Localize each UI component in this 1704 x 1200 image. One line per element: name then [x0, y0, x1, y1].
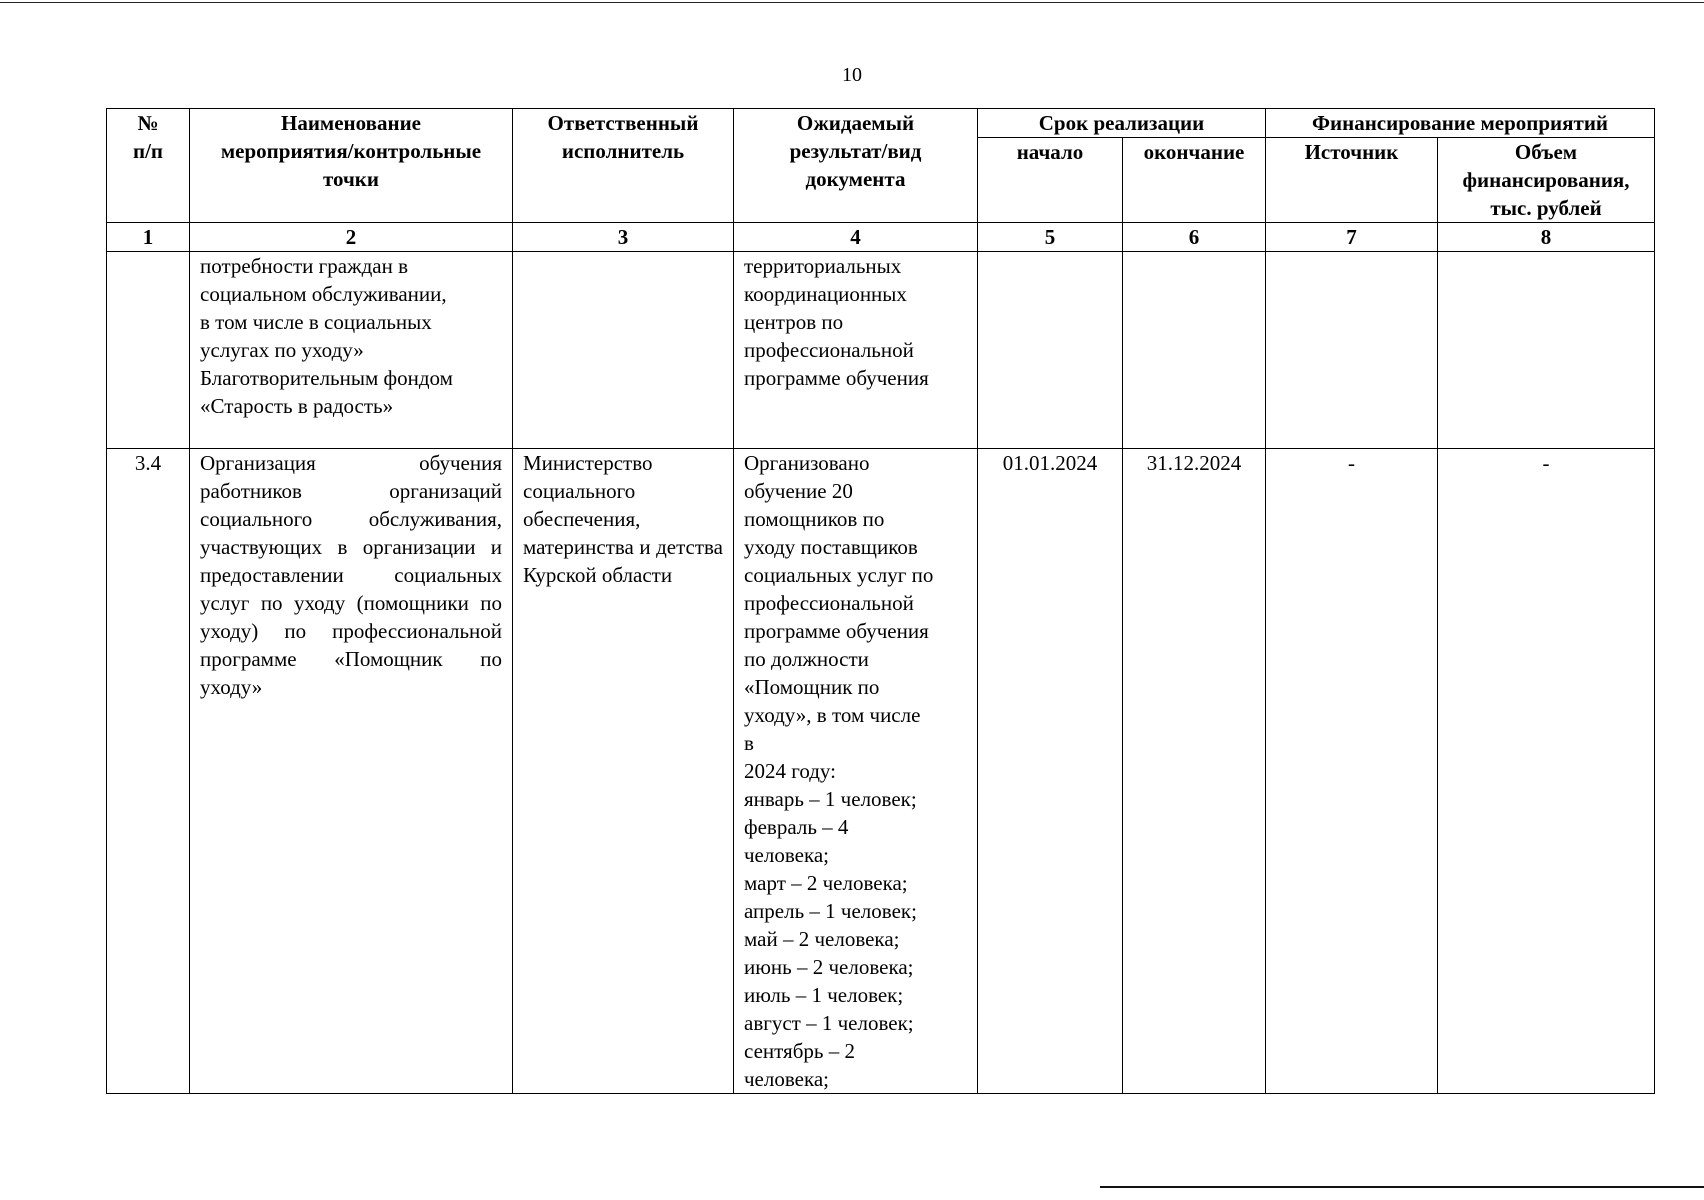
column-number-row [107, 223, 1655, 252]
header-result: Ожидаемый результат/вид документа [734, 109, 978, 223]
column-number: 5 [978, 223, 1123, 252]
row-executor-cell: Министерство социального обеспечения, материнства и детства Курской области [513, 449, 734, 1094]
page-number: 10 [842, 64, 862, 86]
row-end-cell: 31.12.2024 [1123, 449, 1266, 1094]
column-number: 2 [190, 223, 513, 252]
header-financing-group: Финансирование мероприятий [1266, 109, 1655, 138]
header-name: Наименование мероприятия/контрольные точки [190, 109, 513, 223]
row-result-cell: Организовано обучение 20 помощников по уходу поставщиков социальных услуг по профессиональной программе обучения по должности «Помощник по уходу», в том числе в 2024 году: январь – 1 человек; февраль – 4 человека; март – 2 человека; апрель – 1 человек; май – 2 человека; июнь – 2 человека; июль – 1 человек; август – 1 человек; сентябрь – 2 человека; [734, 449, 978, 1094]
header-row-top [107, 109, 1655, 138]
column-number: 6 [1123, 223, 1266, 252]
column-number: 8 [1438, 223, 1655, 252]
bottom-border-line [1100, 1186, 1704, 1188]
column-number: 3 [513, 223, 734, 252]
activities-table [106, 108, 1655, 1094]
row-start-cell [978, 252, 1123, 449]
row-name-cell: Организация обучения работников организаций социального обслуживания, участвующих в организации и предоставлении социальных услуг по уходу (помощники по уходу) по профессиональной программе «Помощник по уходу» [190, 449, 513, 1094]
row-start-cell: 01.01.2024 [978, 449, 1123, 1094]
row-num-cell: 3.4 [107, 449, 190, 1094]
row-amount-cell: - [1438, 449, 1655, 1094]
top-border-line [0, 2, 1704, 3]
column-number: 7 [1266, 223, 1438, 252]
column-number: 4 [734, 223, 978, 252]
column-number: 1 [107, 223, 190, 252]
table-row [107, 252, 1655, 449]
row-end-cell [1123, 252, 1266, 449]
row-amount-cell [1438, 252, 1655, 449]
row-result-cell: территориальных координационных центров по профессиональной программе обучения [734, 252, 978, 449]
row-name-cell: потребности граждан в социальном обслуживании, в том числе в социальных услугах по уходу» Благотворительным фондом «Старость в радость» [190, 252, 513, 449]
row-source-cell: - [1266, 449, 1438, 1094]
header-num: № п/п [107, 109, 190, 223]
table-row [107, 449, 1655, 1094]
header-amount: Объем финансирования, тыс. рублей [1438, 138, 1655, 223]
row-executor-cell [513, 252, 734, 449]
header-period-group: Срок реализации [978, 109, 1266, 138]
header-end: окончание [1123, 138, 1266, 223]
row-num-cell [107, 252, 190, 449]
header-start: начало [978, 138, 1123, 223]
header-source: Источник [1266, 138, 1438, 223]
row-source-cell [1266, 252, 1438, 449]
header-executor: Ответственный исполнитель [513, 109, 734, 223]
